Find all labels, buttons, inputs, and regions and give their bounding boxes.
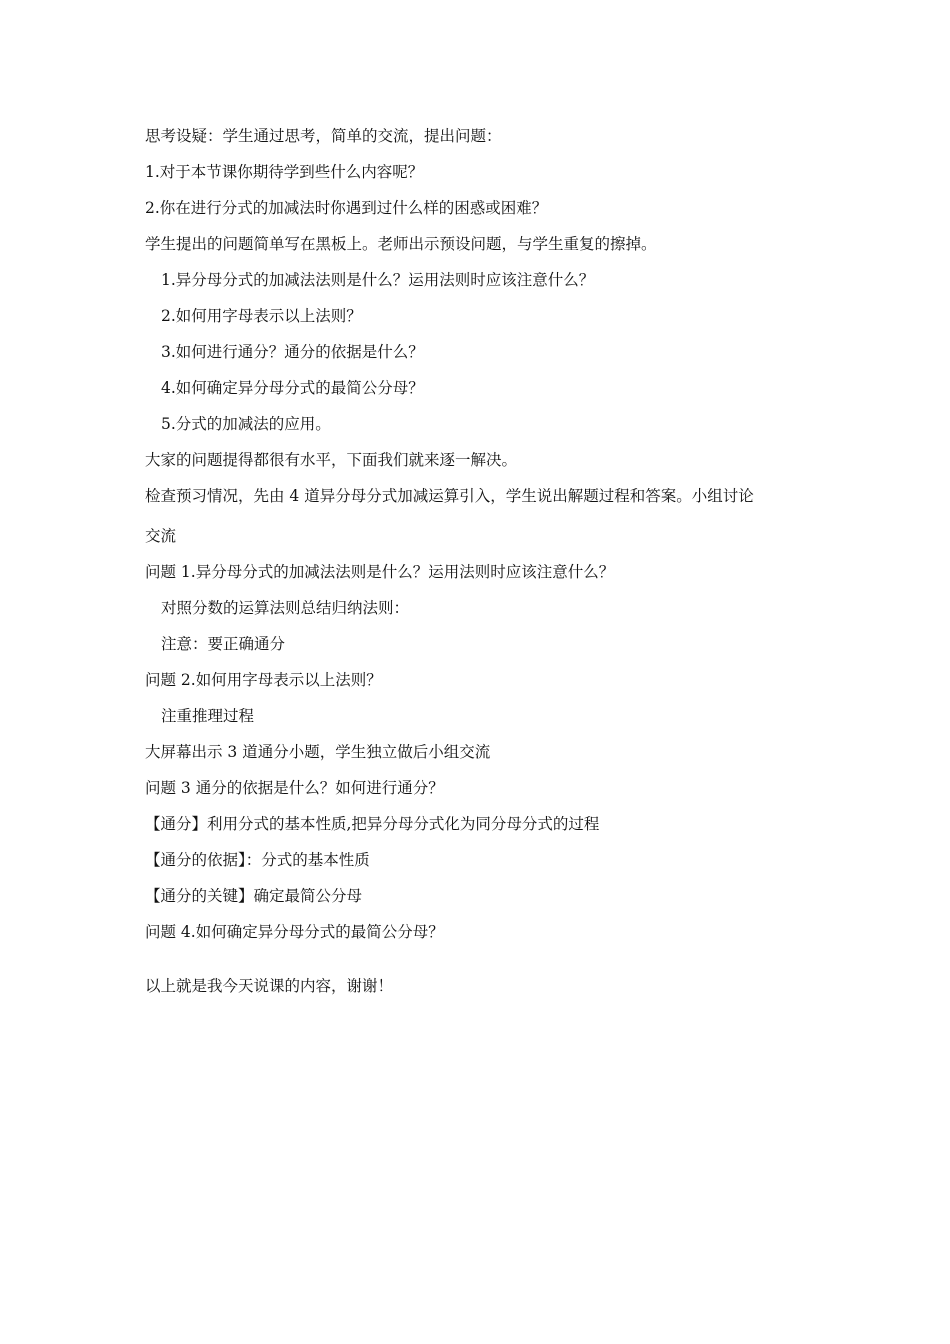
paragraph: 检查预习情况，先由 4 道异分母分式加减运算引入，学生说出解题过程和答案。小组讨论 (145, 487, 754, 505)
paragraph: 3.如何进行通分？通分的依据是什么？ (161, 343, 424, 361)
paragraph: 注重推理过程 (161, 707, 255, 725)
paragraph: 5.分式的加减法的应用。 (161, 415, 331, 433)
document-body (145, 126, 815, 1012)
paragraph: 注意：要正确通分 (161, 635, 286, 653)
paragraph: 问题 1.异分母分式的加减法法则是什么？运用法则时应该注意什么？ (145, 563, 615, 581)
paragraph: 对照分数的运算法则总结归纳法则： (161, 599, 410, 617)
closing-remark: 以上就是我今天说课的内容，谢谢！ (145, 977, 394, 995)
paragraph: 4.如何确定异分母分式的最简公分母？ (161, 379, 424, 397)
paragraph: 【通分的关键】确定最简公分母 (145, 887, 363, 905)
paragraph: 1.异分母分式的加减法法则是什么？运用法则时应该注意什么？ (161, 271, 595, 289)
paragraph: 交流 (145, 527, 177, 545)
paragraph: 学生提出的问题简单写在黑板上。老师出示预设问题，与学生重复的擦掉。 (145, 235, 657, 253)
paragraph: 2.如何用字母表示以上法则？ (161, 307, 362, 325)
paragraph: 2.你在进行分式的加减法时你遇到过什么样的困惑或困难？ (145, 199, 548, 217)
paragraph: 问题 3 通分的依据是什么？如何进行通分？ (145, 779, 444, 797)
paragraph: 大家的问题提得都很有水平，下面我们就来逐一解决。 (145, 451, 518, 469)
paragraph: 【通分】利用分式的基本性质,把异分母分式化为同分母分式的过程 (145, 815, 600, 833)
paragraph: 问题 2.如何用字母表示以上法则？ (145, 671, 382, 689)
paragraph: 【通分的依据】：分式的基本性质 (145, 851, 370, 869)
paragraph: 1.对于本节课你期待学到些什么内容呢？ (145, 163, 424, 181)
paragraph: 问题 4.如何确定异分母分式的最简公分母？ (145, 923, 444, 941)
paragraph: 思考设疑：学生通过思考，简单的交流，提出问题： (145, 127, 502, 145)
paragraph: 大屏幕出示 3 道通分小题，学生独立做后小组交流 (145, 743, 491, 761)
